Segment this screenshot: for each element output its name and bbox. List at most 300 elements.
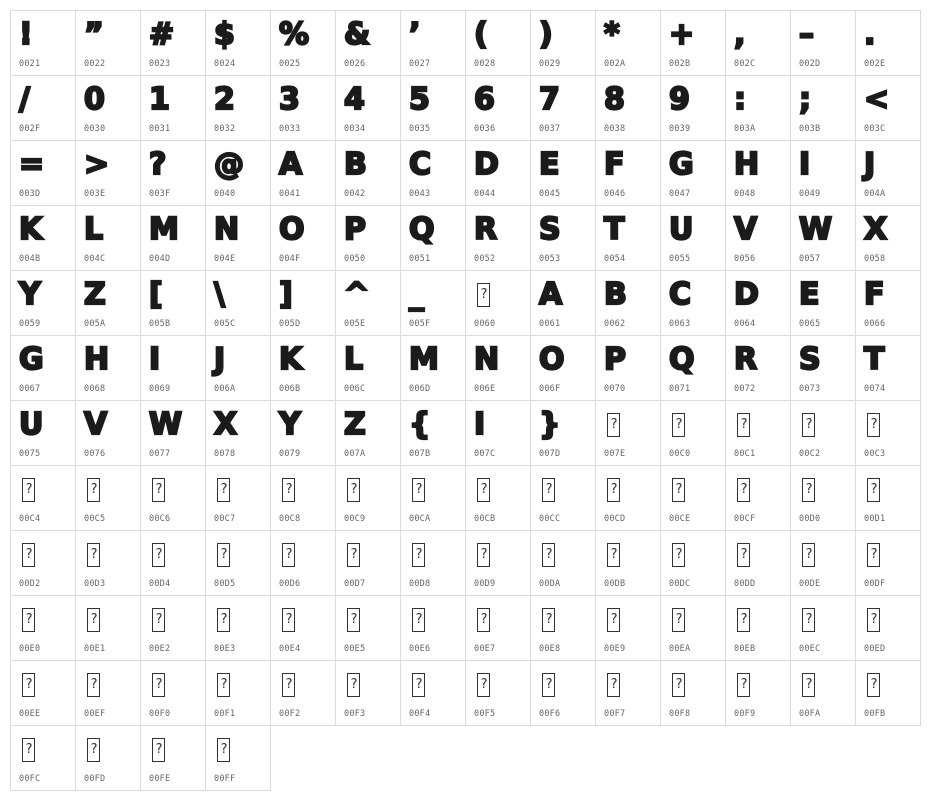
glyph-cell <box>530 10 596 76</box>
missing-glyph-icon <box>672 478 685 502</box>
glyph-code-label: 00EA <box>669 644 691 654</box>
glyph-code-label: 00DE <box>799 579 821 589</box>
glyph-code-label: 0040 <box>214 189 236 199</box>
missing-glyph-icon <box>152 478 165 502</box>
glyph-character: 6 <box>474 82 495 117</box>
glyph-code-label: 00E9 <box>604 644 626 654</box>
glyph-cell <box>400 530 466 596</box>
glyph-cell <box>790 400 856 466</box>
glyph-character: * <box>604 17 620 52</box>
glyph-cell <box>10 10 76 76</box>
glyph-cell <box>75 465 141 531</box>
missing-glyph-icon <box>477 608 490 632</box>
glyph-character: } <box>539 407 561 442</box>
glyph-code-label: 00DD <box>734 579 756 589</box>
missing-glyph-icon <box>802 478 815 502</box>
glyph-cell <box>595 270 661 336</box>
glyph-code-label: 00F9 <box>734 709 756 719</box>
missing-glyph-icon <box>412 608 425 632</box>
glyph-character: 1 <box>149 82 170 117</box>
glyph-cell <box>270 10 336 76</box>
glyph-cell <box>10 140 76 206</box>
glyph-code-label: 00D1 <box>864 514 886 524</box>
glyph-code-label: 00C8 <box>279 514 301 524</box>
glyph-cell <box>335 205 401 271</box>
glyph-code-label: 0077 <box>149 449 171 459</box>
glyph-code-label: 0044 <box>474 189 496 199</box>
glyph-cell <box>140 400 206 466</box>
glyph-code-label: 00C4 <box>19 514 41 524</box>
glyph-code-label: 0036 <box>474 124 496 134</box>
glyph-cell <box>75 595 141 661</box>
glyph-cell <box>725 335 791 401</box>
glyph-character: H <box>734 147 760 182</box>
glyph-cell <box>530 335 596 401</box>
glyph-character: K <box>279 342 303 377</box>
glyph-code-label: 00D8 <box>409 579 431 589</box>
glyph-cell <box>400 75 466 141</box>
glyph-cell <box>140 270 206 336</box>
missing-glyph-icon <box>152 673 165 697</box>
glyph-cell <box>725 205 791 271</box>
glyph-cell <box>790 270 856 336</box>
glyph-cell <box>660 10 726 76</box>
missing-glyph-icon <box>217 738 230 762</box>
glyph-cell <box>205 400 271 466</box>
glyph-character: X <box>864 212 888 247</box>
missing-glyph-icon <box>607 673 620 697</box>
glyph-character: { <box>409 407 431 442</box>
glyph-cell <box>10 725 76 791</box>
glyph-code-label: 002D <box>799 59 821 69</box>
glyph-cell <box>140 205 206 271</box>
glyph-code-label: 0021 <box>19 59 41 69</box>
glyph-code-label: 0049 <box>799 189 821 199</box>
glyph-code-label: 00FA <box>799 709 821 719</box>
missing-glyph-icon <box>542 673 555 697</box>
glyph-cell <box>660 75 726 141</box>
glyph-cell <box>595 10 661 76</box>
glyph-code-label: 00FB <box>864 709 886 719</box>
missing-glyph-icon <box>412 673 425 697</box>
missing-glyph-icon <box>672 413 685 437</box>
glyph-grid <box>10 10 920 790</box>
glyph-code-label: 007A <box>344 449 366 459</box>
missing-glyph-icon <box>87 608 100 632</box>
glyph-character: U <box>19 407 44 442</box>
glyph-code-label: 00E2 <box>149 644 171 654</box>
glyph-cell <box>205 140 271 206</box>
glyph-cell <box>855 270 921 336</box>
glyph-code-label: 005A <box>84 319 106 329</box>
missing-glyph-icon <box>87 543 100 567</box>
glyph-cell <box>140 725 206 791</box>
glyph-cell <box>725 465 791 531</box>
missing-glyph-icon <box>217 673 230 697</box>
glyph-code-label: 00E3 <box>214 644 236 654</box>
glyph-cell <box>140 660 206 726</box>
glyph-cell <box>140 465 206 531</box>
glyph-cell <box>855 465 921 531</box>
missing-glyph-icon <box>477 543 490 567</box>
glyph-cell <box>335 270 401 336</box>
glyph-code-label: 00E5 <box>344 644 366 654</box>
glyph-character: ” <box>84 17 104 52</box>
glyph-code-label: 00E0 <box>19 644 41 654</box>
glyph-cell <box>10 205 76 271</box>
missing-glyph-icon <box>607 478 620 502</box>
glyph-character: A <box>539 277 563 312</box>
glyph-code-label: 00EF <box>84 709 106 719</box>
glyph-code-label: 004F <box>279 254 301 264</box>
glyph-code-label: 0063 <box>669 319 691 329</box>
glyph-cell <box>725 400 791 466</box>
glyph-character: L <box>84 212 104 247</box>
glyph-code-label: 006B <box>279 384 301 394</box>
glyph-code-label: 0050 <box>344 254 366 264</box>
glyph-character: X <box>214 407 238 442</box>
missing-glyph-icon <box>87 478 100 502</box>
glyph-character: O <box>539 342 565 377</box>
missing-glyph-icon <box>22 543 35 567</box>
glyph-cell <box>855 10 921 76</box>
glyph-code-label: 00F6 <box>539 709 561 719</box>
missing-glyph-icon <box>542 478 555 502</box>
missing-glyph-icon <box>87 738 100 762</box>
glyph-code-label: 00F1 <box>214 709 236 719</box>
glyph-code-label: 00CF <box>734 514 756 524</box>
glyph-cell <box>400 205 466 271</box>
glyph-cell <box>205 10 271 76</box>
glyph-code-label: 0070 <box>604 384 626 394</box>
glyph-cell <box>660 595 726 661</box>
glyph-character: U <box>669 212 694 247</box>
glyph-code-label: 00DF <box>864 579 886 589</box>
glyph-code-label: 00CB <box>474 514 496 524</box>
glyph-character: ’ <box>409 17 421 52</box>
glyph-code-label: 0059 <box>19 319 41 329</box>
glyph-cell <box>205 595 271 661</box>
glyph-cell <box>270 465 336 531</box>
glyph-code-label: 0057 <box>799 254 821 264</box>
glyph-character: I <box>474 407 486 442</box>
missing-glyph-icon <box>672 673 685 697</box>
glyph-code-label: 006A <box>214 384 236 394</box>
glyph-code-label: 003A <box>734 124 756 134</box>
glyph-code-label: 00F2 <box>279 709 301 719</box>
glyph-cell <box>335 660 401 726</box>
glyph-character: P <box>604 342 626 377</box>
glyph-character: C <box>669 277 692 312</box>
glyph-cell <box>855 140 921 206</box>
glyph-character: = <box>19 147 45 182</box>
glyph-cell <box>335 530 401 596</box>
glyph-character: N <box>214 212 240 247</box>
glyph-cell <box>595 205 661 271</box>
glyph-code-label: 0032 <box>214 124 236 134</box>
glyph-cell <box>660 660 726 726</box>
glyph-code-label: 0079 <box>279 449 301 459</box>
glyph-code-label: 0074 <box>864 384 886 394</box>
glyph-code-label: 00F0 <box>149 709 171 719</box>
glyph-cell <box>10 465 76 531</box>
glyph-cell <box>10 400 76 466</box>
glyph-code-label: 0068 <box>84 384 106 394</box>
glyph-code-label: 00CE <box>669 514 691 524</box>
glyph-code-label: 00C2 <box>799 449 821 459</box>
glyph-character: # <box>149 17 175 52</box>
glyph-code-label: 0061 <box>539 319 561 329</box>
glyph-character: V <box>84 407 108 442</box>
glyph-character: , <box>734 17 746 52</box>
glyph-code-label: 00ED <box>864 644 886 654</box>
glyph-code-label: 00D2 <box>19 579 41 589</box>
glyph-character: ) <box>539 17 553 52</box>
glyph-character: I <box>799 147 811 182</box>
glyph-character: S <box>539 212 561 247</box>
glyph-cell <box>530 400 596 466</box>
glyph-code-label: 00D6 <box>279 579 301 589</box>
glyph-cell <box>10 660 76 726</box>
glyph-code-label: 0027 <box>409 59 431 69</box>
glyph-code-label: 00DB <box>604 579 626 589</box>
glyph-cell <box>725 140 791 206</box>
glyph-code-label: 0064 <box>734 319 756 329</box>
glyph-cell <box>595 530 661 596</box>
missing-glyph-icon <box>802 673 815 697</box>
glyph-code-label: 003B <box>799 124 821 134</box>
missing-glyph-icon <box>347 608 360 632</box>
glyph-code-label: 00D9 <box>474 579 496 589</box>
glyph-code-label: 00CD <box>604 514 626 524</box>
glyph-code-label: 00C3 <box>864 449 886 459</box>
glyph-character: F <box>604 147 625 182</box>
glyph-code-label: 00D7 <box>344 579 366 589</box>
glyph-cell <box>400 465 466 531</box>
glyph-cell <box>465 400 531 466</box>
glyph-code-label: 00FE <box>149 774 171 784</box>
glyph-code-label: 0046 <box>604 189 626 199</box>
glyph-cell <box>530 465 596 531</box>
glyph-code-label: 00C5 <box>84 514 106 524</box>
glyph-cell <box>530 205 596 271</box>
glyph-cell <box>400 140 466 206</box>
glyph-code-label: 00FC <box>19 774 41 784</box>
glyph-character: 9 <box>669 82 690 117</box>
missing-glyph-icon <box>87 673 100 697</box>
glyph-character: K <box>19 212 43 247</box>
glyph-cell <box>790 595 856 661</box>
missing-glyph-icon <box>217 478 230 502</box>
missing-glyph-icon <box>607 413 620 437</box>
glyph-code-label: 00EB <box>734 644 756 654</box>
glyph-cell <box>790 10 856 76</box>
glyph-code-label: 0067 <box>19 384 41 394</box>
glyph-character: P <box>344 212 366 247</box>
glyph-code-label: 00C0 <box>669 449 691 459</box>
glyph-character: / <box>19 82 30 117</box>
glyph-code-label: 0042 <box>344 189 366 199</box>
glyph-character: ( <box>474 17 488 52</box>
glyph-cell <box>855 335 921 401</box>
glyph-cell <box>790 140 856 206</box>
glyph-code-label: 0048 <box>734 189 756 199</box>
glyph-code-label: 00F4 <box>409 709 431 719</box>
glyph-code-label: 005D <box>279 319 301 329</box>
missing-glyph-icon <box>477 283 490 307</box>
glyph-cell <box>205 75 271 141</box>
glyph-character: $ <box>214 17 235 52</box>
glyph-cell <box>335 10 401 76</box>
glyph-code-label: 0030 <box>84 124 106 134</box>
missing-glyph-icon <box>282 543 295 567</box>
glyph-code-label: 007E <box>604 449 626 459</box>
glyph-code-label: 006E <box>474 384 496 394</box>
glyph-cell <box>270 270 336 336</box>
glyph-code-label: 0035 <box>409 124 431 134</box>
glyph-cell <box>790 465 856 531</box>
missing-glyph-icon <box>737 608 750 632</box>
glyph-code-label: 0025 <box>279 59 301 69</box>
glyph-code-label: 004B <box>19 254 41 264</box>
glyph-code-label: 00E8 <box>539 644 561 654</box>
glyph-code-label: 006D <box>409 384 431 394</box>
glyph-cell <box>790 530 856 596</box>
glyph-character: M <box>149 212 179 247</box>
glyph-cell <box>790 205 856 271</box>
missing-glyph-icon <box>412 543 425 567</box>
glyph-character: 5 <box>409 82 430 117</box>
glyph-cell <box>75 10 141 76</box>
glyph-cell <box>725 530 791 596</box>
glyph-cell <box>335 595 401 661</box>
glyph-code-label: 0071 <box>669 384 691 394</box>
glyph-character: > <box>84 147 110 182</box>
glyph-code-label: 007B <box>409 449 431 459</box>
glyph-character: V <box>734 212 758 247</box>
glyph-cell <box>595 75 661 141</box>
missing-glyph-icon <box>412 478 425 502</box>
glyph-character: G <box>19 342 44 377</box>
glyph-cell <box>465 140 531 206</box>
glyph-character: J <box>214 342 226 377</box>
missing-glyph-icon <box>607 608 620 632</box>
glyph-cell <box>140 335 206 401</box>
glyph-cell <box>725 75 791 141</box>
glyph-cell <box>595 660 661 726</box>
glyph-cell <box>595 400 661 466</box>
glyph-cell <box>530 140 596 206</box>
glyph-character: Y <box>279 407 301 442</box>
glyph-cell <box>465 10 531 76</box>
glyph-cell <box>10 530 76 596</box>
glyph-code-label: 00EE <box>19 709 41 719</box>
glyph-cell <box>140 140 206 206</box>
glyph-code-label: 00E4 <box>279 644 301 654</box>
glyph-character: W <box>149 407 183 442</box>
glyph-character: O <box>279 212 305 247</box>
glyph-code-label: 00D0 <box>799 514 821 524</box>
glyph-cell <box>725 270 791 336</box>
glyph-cell <box>530 270 596 336</box>
glyph-cell <box>530 530 596 596</box>
glyph-cell <box>270 595 336 661</box>
missing-glyph-icon <box>802 543 815 567</box>
glyph-cell <box>465 335 531 401</box>
glyph-cell <box>465 75 531 141</box>
glyph-code-label: 0060 <box>474 319 496 329</box>
glyph-cell <box>75 530 141 596</box>
glyph-cell <box>75 75 141 141</box>
glyph-cell <box>270 75 336 141</box>
glyph-cell <box>855 530 921 596</box>
glyph-character: Q <box>409 212 435 247</box>
glyph-code-label: 00C6 <box>149 514 171 524</box>
glyph-code-label: 00E1 <box>84 644 106 654</box>
glyph-cell <box>140 75 206 141</box>
glyph-character: H <box>84 342 110 377</box>
glyph-cell <box>465 270 531 336</box>
glyph-code-label: 002E <box>864 59 886 69</box>
glyph-code-label: 00E7 <box>474 644 496 654</box>
glyph-character: Z <box>84 277 106 312</box>
glyph-code-label: 00F3 <box>344 709 366 719</box>
glyph-character: G <box>669 147 694 182</box>
glyph-code-label: 005F <box>409 319 431 329</box>
glyph-cell <box>595 140 661 206</box>
glyph-code-label: 0037 <box>539 124 561 134</box>
glyph-code-label: 005C <box>214 319 236 329</box>
glyph-character: B <box>604 277 627 312</box>
glyph-code-label: 007D <box>539 449 561 459</box>
glyph-code-label: 0022 <box>84 59 106 69</box>
glyph-code-label: 00F8 <box>669 709 691 719</box>
glyph-code-label: 004E <box>214 254 236 264</box>
glyph-cell <box>140 10 206 76</box>
glyph-character: % <box>279 17 310 52</box>
missing-glyph-icon <box>22 738 35 762</box>
glyph-cell <box>790 660 856 726</box>
glyph-cell <box>855 400 921 466</box>
glyph-code-label: 002C <box>734 59 756 69</box>
glyph-cell <box>855 595 921 661</box>
glyph-code-label: 00CA <box>409 514 431 524</box>
glyph-code-label: 0053 <box>539 254 561 264</box>
glyph-character: – <box>799 17 814 52</box>
glyph-code-label: 00EC <box>799 644 821 654</box>
glyph-code-label: 0045 <box>539 189 561 199</box>
glyph-cell <box>595 465 661 531</box>
glyph-cell <box>270 530 336 596</box>
glyph-code-label: 0054 <box>604 254 626 264</box>
missing-glyph-icon <box>152 608 165 632</box>
missing-glyph-icon <box>282 673 295 697</box>
glyph-cell <box>270 205 336 271</box>
glyph-cell <box>205 660 271 726</box>
glyph-cell <box>660 140 726 206</box>
glyph-code-label: 003D <box>19 189 41 199</box>
glyph-cell <box>75 140 141 206</box>
glyph-character: \ <box>214 277 225 312</box>
glyph-cell <box>595 335 661 401</box>
glyph-code-label: 00E6 <box>409 644 431 654</box>
missing-glyph-icon <box>737 673 750 697</box>
glyph-cell <box>660 400 726 466</box>
glyph-character: E <box>539 147 560 182</box>
glyph-code-label: 00C7 <box>214 514 236 524</box>
glyph-code-label: 002A <box>604 59 626 69</box>
glyph-cell <box>465 205 531 271</box>
